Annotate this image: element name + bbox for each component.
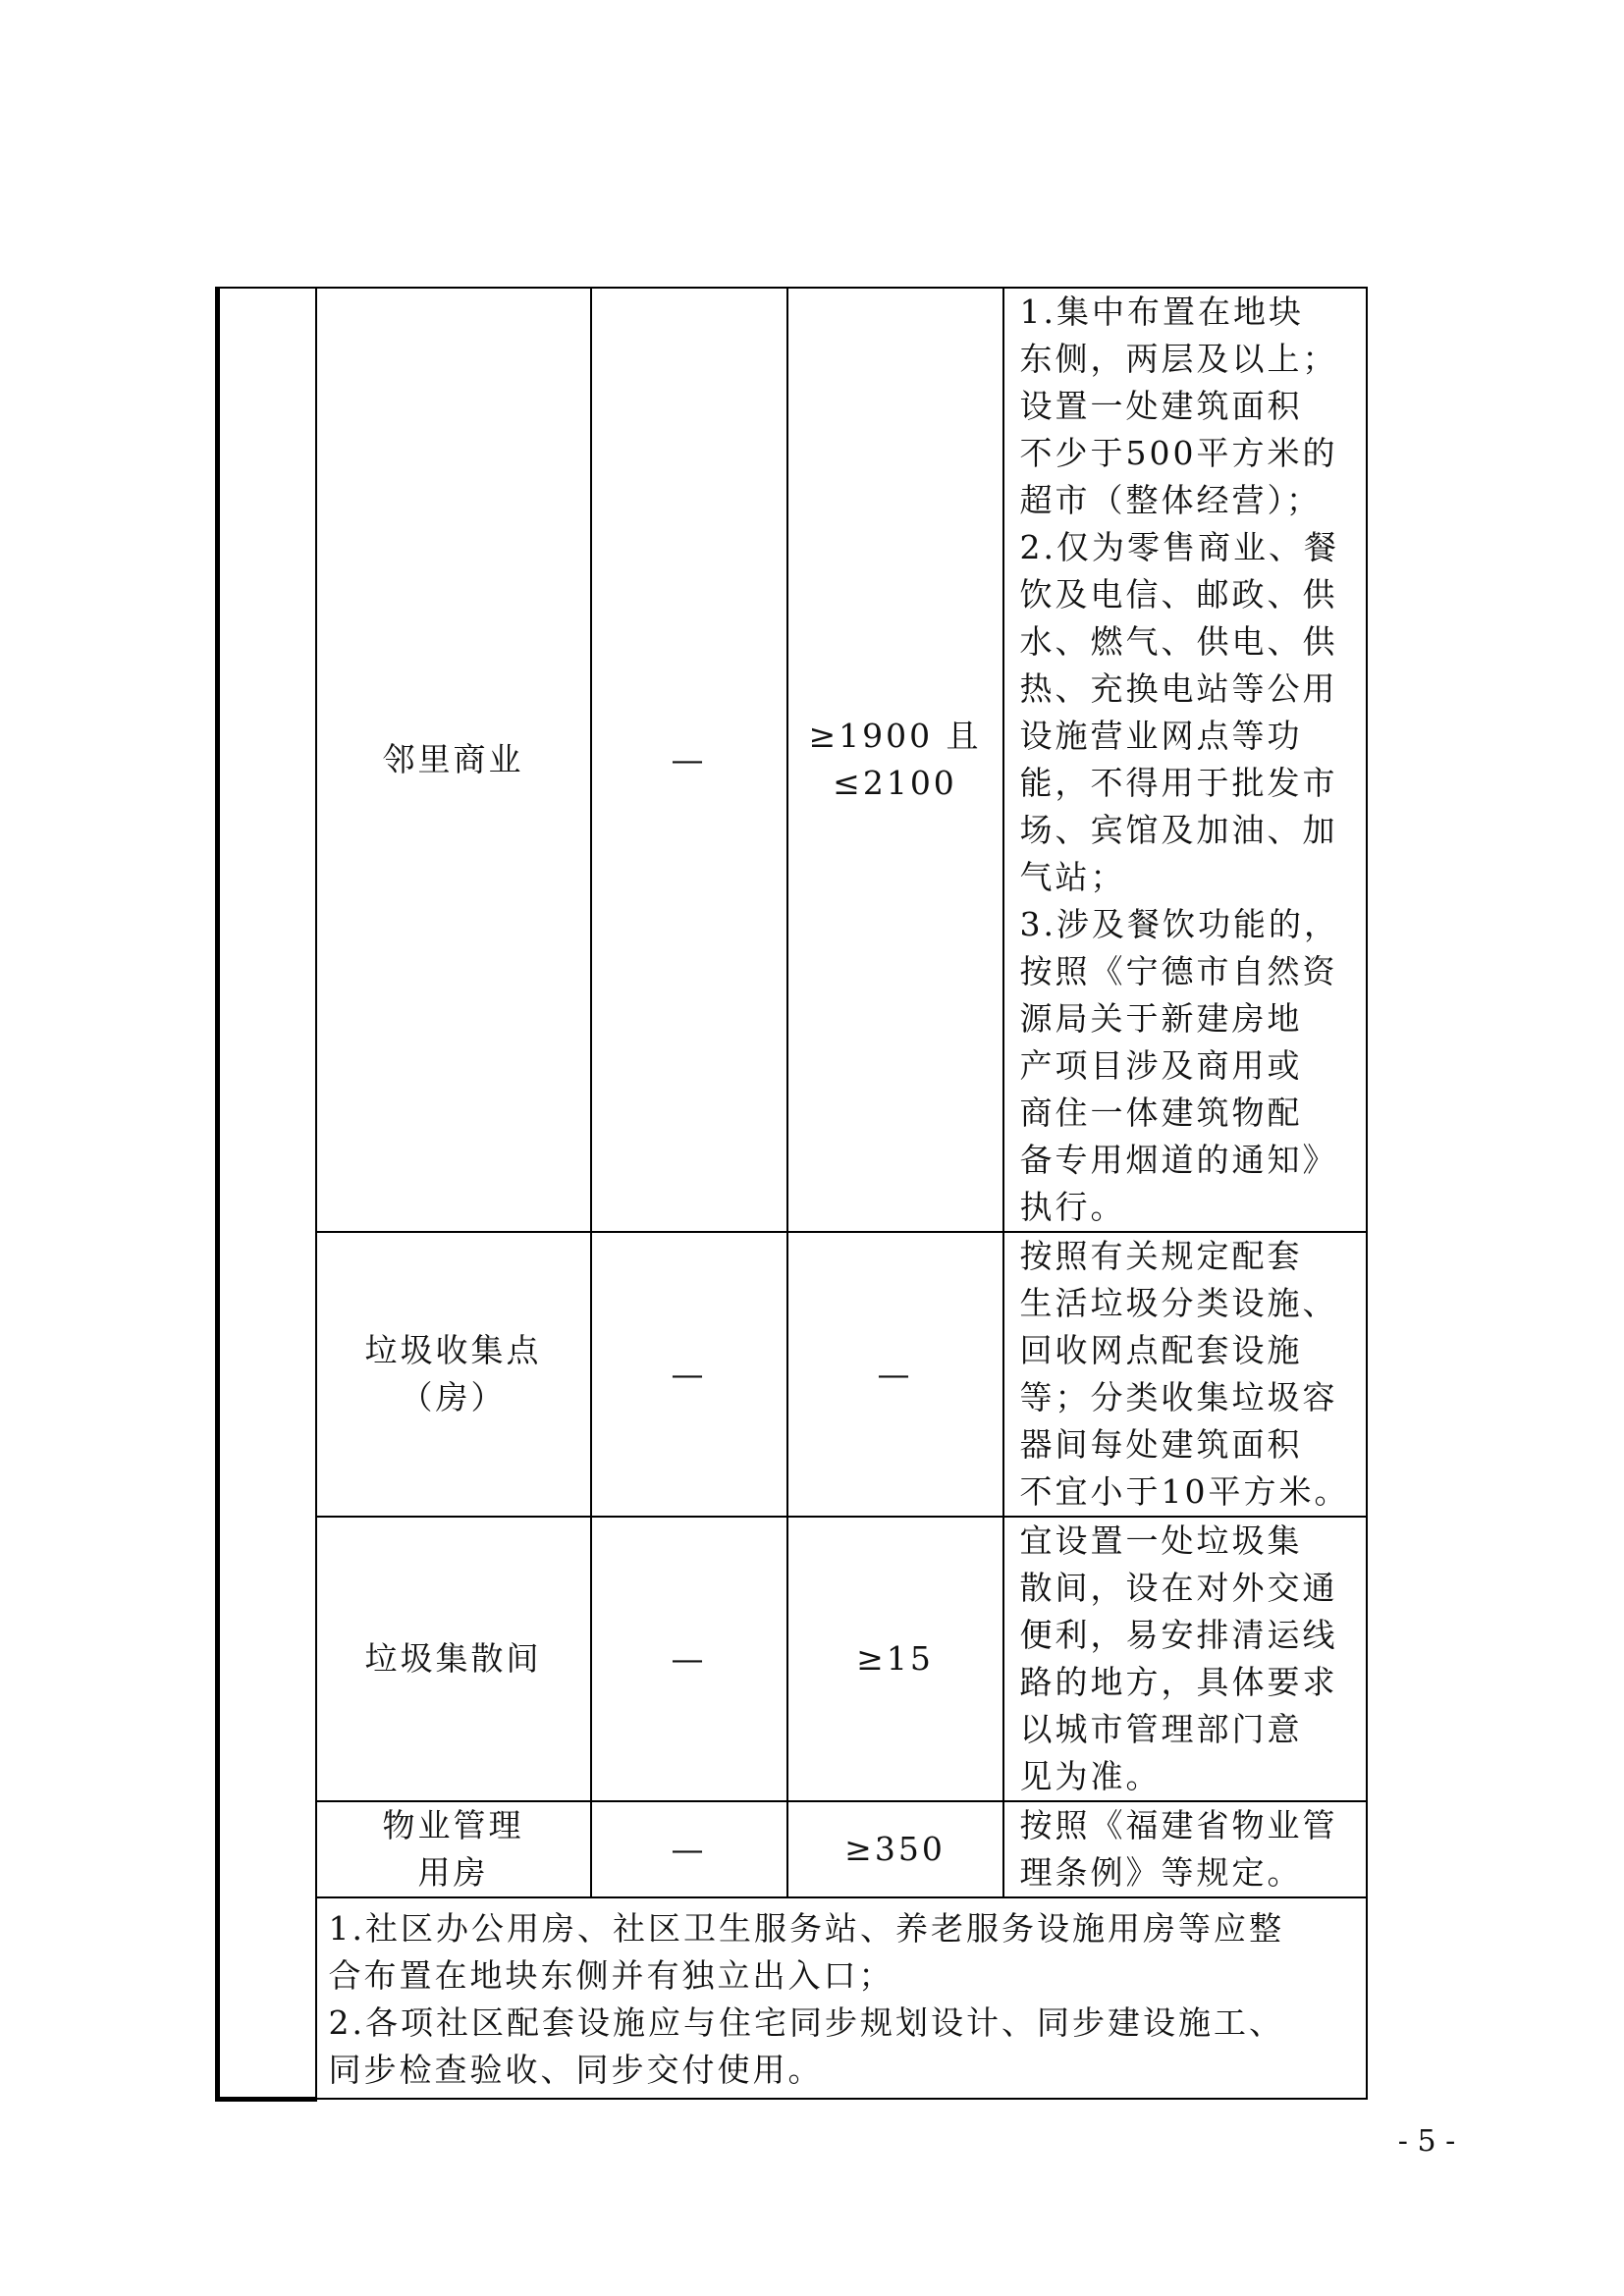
requirement-line: 3.涉及餐饮功能的， bbox=[1019, 905, 1339, 943]
requirement-line: 设施营业网点等功 bbox=[1019, 717, 1303, 755]
requirement-line: 器间每处建筑面积 bbox=[1019, 1425, 1303, 1464]
requirement-line: 场、宾馆及加油、加 bbox=[1019, 811, 1338, 849]
requirement-line: 产项目涉及商用或 bbox=[1019, 1046, 1303, 1085]
requirement-line: 便利，易安排清运线 bbox=[1019, 1616, 1338, 1654]
facility-name: 用房 bbox=[417, 1853, 489, 1892]
requirement-line: 见为准。 bbox=[1019, 1757, 1162, 1795]
facility-name: 物业管理 bbox=[382, 1806, 524, 1844]
area-cell bbox=[787, 1232, 1003, 1517]
facility-name: 垃圾集散间 bbox=[364, 1639, 542, 1678]
area-value: ≥15 bbox=[856, 1639, 934, 1678]
requirements-cell bbox=[1003, 288, 1367, 1232]
requirement-line: 按照《宁德市自然资 bbox=[1019, 952, 1338, 990]
area-value: ≤2100 bbox=[833, 764, 957, 802]
requirement-line: 以城市管理部门意 bbox=[1019, 1710, 1303, 1748]
area-cell bbox=[787, 288, 1003, 1232]
quantity-cell: — bbox=[591, 1232, 787, 1517]
requirements-cell bbox=[1003, 1517, 1367, 1801]
requirement-line: 按照有关规定配套 bbox=[1019, 1237, 1303, 1275]
requirement-line: 理条例》等规定。 bbox=[1019, 1853, 1303, 1892]
requirement-line: 不宜小于10平方米。 bbox=[1019, 1472, 1350, 1511]
area-cell bbox=[787, 1801, 1003, 1897]
requirement-line: 1.集中布置在地块 bbox=[1019, 293, 1304, 331]
facilities-table bbox=[215, 287, 1368, 2102]
area-value: ≥350 bbox=[844, 1830, 946, 1868]
requirement-line: 执行。 bbox=[1019, 1188, 1126, 1226]
requirement-line: 超市（整体经营）； bbox=[1019, 481, 1322, 519]
quantity-cell: — bbox=[591, 288, 787, 1232]
page-number: - 5 - bbox=[1397, 2124, 1456, 2159]
requirement-line: 备专用烟道的通知》 bbox=[1019, 1141, 1338, 1179]
facility-name-cell bbox=[316, 288, 591, 1232]
quantity-cell: — bbox=[591, 1517, 787, 1801]
requirement-line: 生活垃圾分类设施、 bbox=[1019, 1284, 1338, 1322]
table-row bbox=[218, 288, 1367, 1232]
requirement-line: 商住一体建筑物配 bbox=[1019, 1094, 1303, 1132]
requirement-line: 2.仅为零售商业、餐 bbox=[1019, 528, 1339, 566]
table-row bbox=[218, 1897, 1367, 2099]
facility-name: 垃圾收集点 bbox=[364, 1331, 542, 1369]
requirement-line: 回收网点配套设施 bbox=[1019, 1331, 1303, 1369]
requirement-line: 热、充换电站等公用 bbox=[1019, 669, 1338, 708]
quantity-cell: — bbox=[591, 1801, 787, 1897]
notes-cell bbox=[316, 1897, 1367, 2099]
requirement-line: 等；分类收集垃圾容 bbox=[1019, 1378, 1338, 1416]
note-line: 1.社区办公用房、社区卫生服务站、养老服务设施用房等应整 bbox=[328, 1908, 1284, 1948]
requirement-line: 路的地方，具体要求 bbox=[1019, 1663, 1338, 1701]
requirement-line: 设置一处建筑面积 bbox=[1019, 387, 1303, 425]
requirement-line: 能，不得用于批发市 bbox=[1019, 764, 1338, 802]
requirement-line: 水、燃气、供电、供 bbox=[1019, 622, 1338, 661]
requirement-line: 按照《福建省物业管 bbox=[1019, 1806, 1338, 1844]
table-row bbox=[218, 1517, 1367, 1801]
area-value: ≥1900 且 bbox=[808, 717, 982, 755]
requirement-line: 宜设置一处垃圾集 bbox=[1019, 1522, 1303, 1560]
area-cell bbox=[787, 1517, 1003, 1801]
requirement-line: 东侧，两层及以上； bbox=[1019, 340, 1338, 378]
table-row bbox=[218, 1232, 1367, 1517]
requirements-cell bbox=[1003, 1232, 1367, 1517]
category-cell bbox=[218, 288, 316, 2099]
requirement-line: 不少于500平方米的 bbox=[1019, 434, 1338, 472]
requirement-line: 饮及电信、邮政、供 bbox=[1019, 575, 1338, 614]
requirement-line: 源局关于新建房地 bbox=[1019, 999, 1303, 1038]
requirement-line: 气站； bbox=[1019, 858, 1126, 896]
facility-name: （房） bbox=[400, 1378, 507, 1416]
facility-name: 邻里商业 bbox=[382, 740, 524, 778]
facility-name-cell bbox=[316, 1232, 591, 1517]
facility-name-cell bbox=[316, 1801, 591, 1897]
note-line: 同步检查验收、同步交付使用。 bbox=[328, 2050, 824, 2089]
table-row bbox=[218, 1801, 1367, 1897]
requirement-line: 散间，设在对外交通 bbox=[1019, 1569, 1338, 1607]
requirements-cell bbox=[1003, 1801, 1367, 1897]
facility-name-cell bbox=[316, 1517, 591, 1801]
note-line: 2.各项社区配套设施应与住宅同步规划设计、同步建设施工、 bbox=[328, 2002, 1284, 2042]
area-value: — bbox=[877, 1355, 913, 1393]
note-line: 合布置在地块东侧并有独立出入口； bbox=[328, 1955, 894, 1995]
